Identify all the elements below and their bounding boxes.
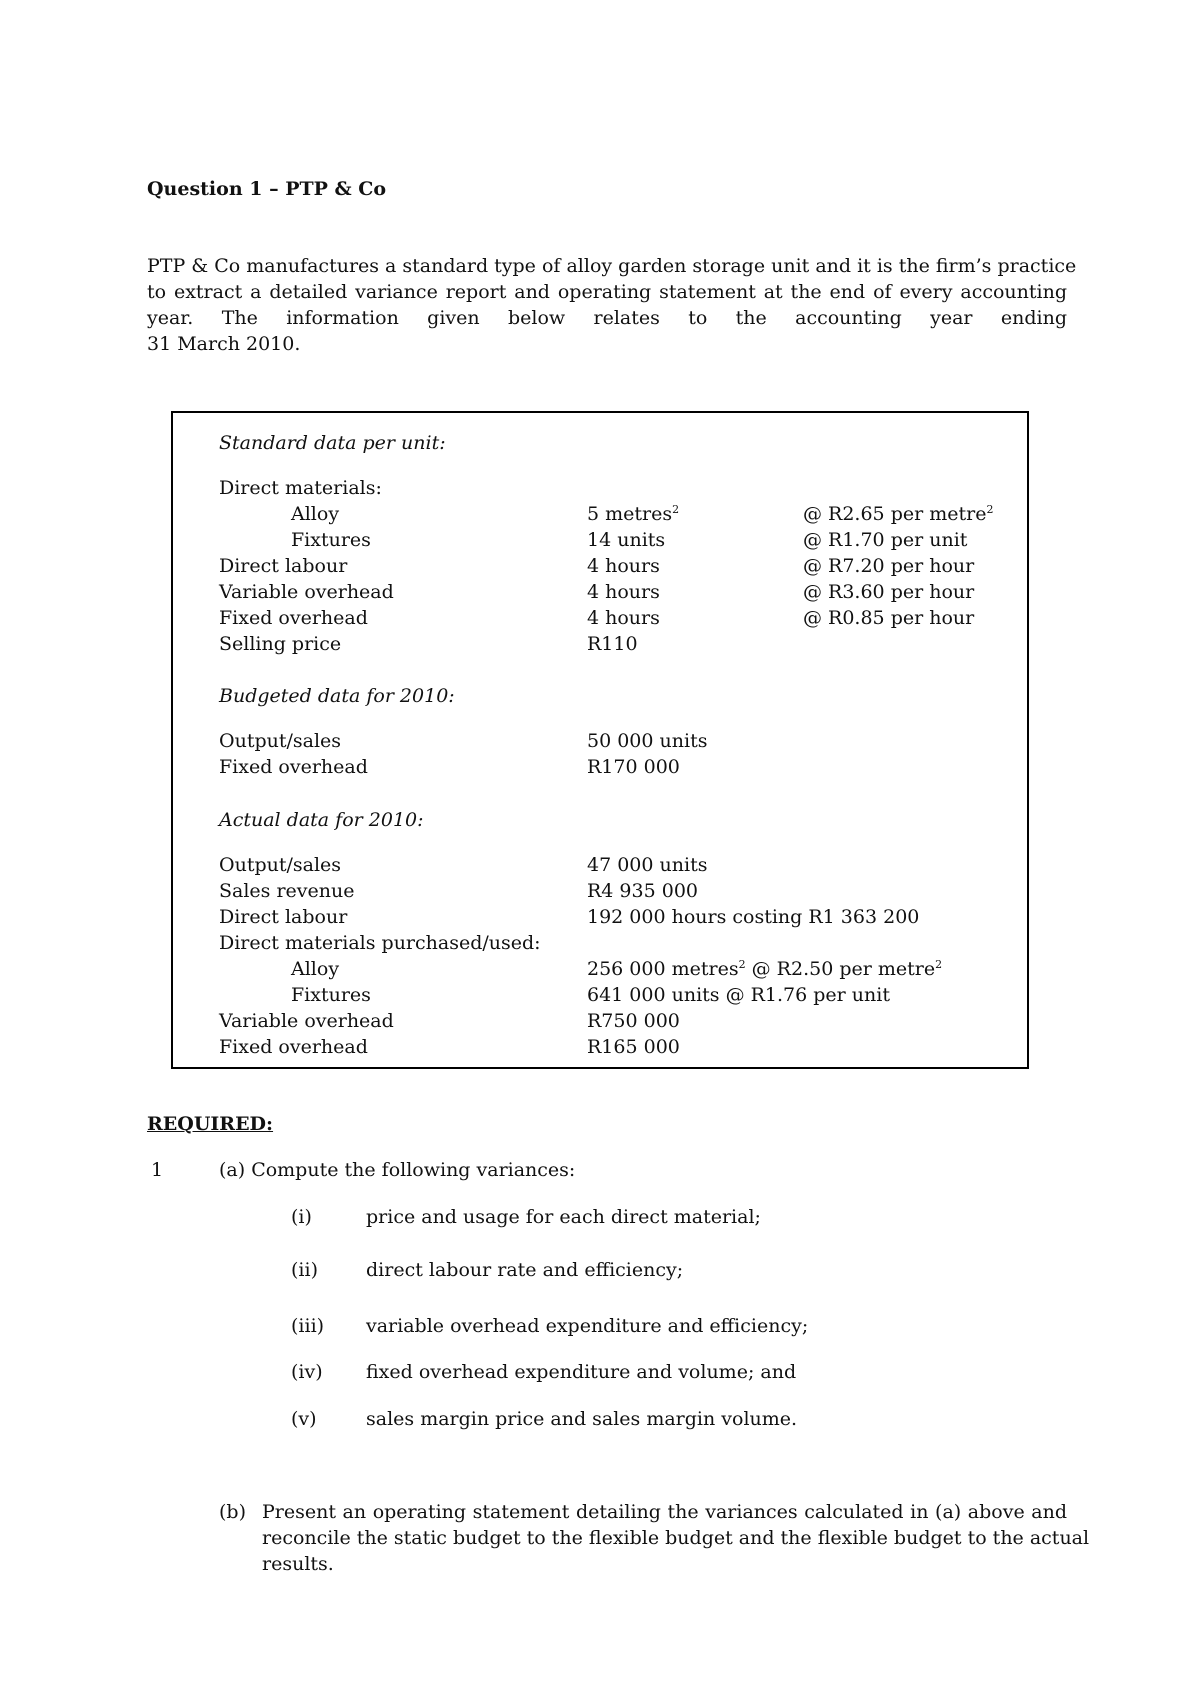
intro-line: year. The information given below relates to the accounting year ending xyxy=(147,307,1067,329)
intro-line: 31 March 2010. xyxy=(147,333,301,355)
intro-paragraph xyxy=(147,253,1077,357)
question-title: Question 1 – PTP & Co xyxy=(147,178,387,200)
part-b-text xyxy=(262,1499,1090,1577)
intro-line: to extract a detailed variance report and operating statement at the end of every accounting xyxy=(147,281,1067,303)
part-a-text: (a) Compute the following variances: xyxy=(219,1159,576,1181)
part-b-line: reconcile the static budget to the flexible budget and the flexible budget to the actual xyxy=(262,1527,1090,1549)
part-b-line: Present an operating statement detailing the variances calculated in (a) above and xyxy=(262,1501,1067,1523)
question-number: 1 xyxy=(151,1159,164,1181)
data-box: Standard data per unit: Direct materials: Alloy 5 metres$^2$ @ R2.65 per metre$^2$ Fixtures 14 units @ R1.70 per unit Direct labour 4 hours @ R7.20 per hour Variable overhead 4 hours @ R3.60 per hour Fixed overhead 4 hours @ R0.85 per hour Selling price R110 Budgeted data for 2010: Output/sales 50 000 units Fixed overhead R170 000 Actual data for 2010: Output/sales 47 000 units Sales revenue R4 935 000 Direct labour 192 000 hours costing R1 363 200 Direct materials purchased/used: Alloy 256 000 metres$^2$ @ R2.50 per metre$^2$ Fixtures 641 000 units @ R1.76 per unit Variable overhead R750 000 Fixed overhead R165 000 xyxy=(171,411,1029,1069)
part-b-label: (b) xyxy=(219,1501,246,1523)
required-heading: REQUIRED: xyxy=(147,1113,274,1135)
intro-line: PTP & Co manufactures a standard type of alloy garden storage unit and it is the firm’s practice xyxy=(147,255,1077,277)
part-b-line: results. xyxy=(262,1553,334,1575)
